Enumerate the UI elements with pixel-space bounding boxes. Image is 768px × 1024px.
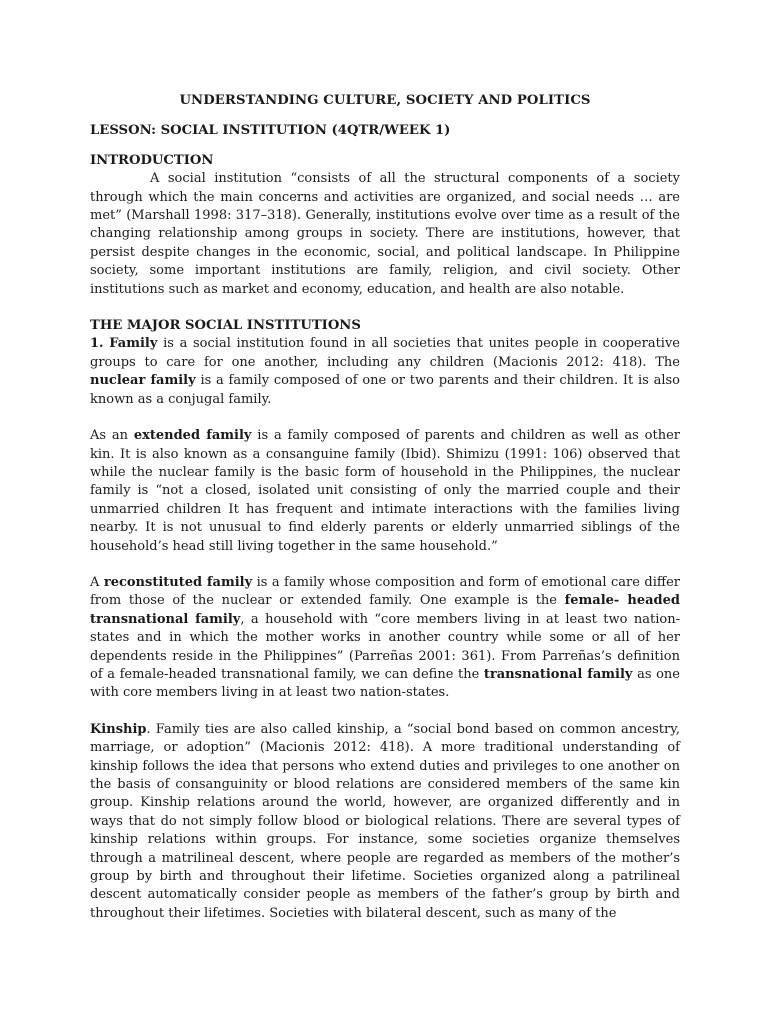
term-transnational-family: transnational family — [483, 666, 633, 682]
lesson-heading: LESSON: SOCIAL INSTITUTION (4QTR/WEEK 1) — [90, 123, 451, 139]
reconstituted-text-3: as one with core members living in at least two nation-states. — [90, 666, 680, 701]
reconstituted-text-1: is a family whose composition and form of emotional care differ from those of the nuclear or extended family. One example is the — [90, 574, 680, 609]
family-paragraph — [90, 335, 680, 409]
reconstituted-text-2: , a household with “core members living in at least two nation-states and in which the mother works in another country while some or all of her dependents reside in the Philippines” (Parreñas 2001: 361). From Parreñas’s definition of a female-headed transnational family, we can define the — [90, 611, 680, 682]
reconstituted-family-paragraph — [90, 574, 680, 703]
list-number: 1. — [90, 336, 104, 352]
extended-text-0: As an — [90, 428, 134, 444]
major-institutions-heading: THE MAJOR SOCIAL INSTITUTIONS — [90, 318, 361, 334]
term-nuclear-family: nuclear family — [90, 373, 196, 389]
kinship-paragraph — [90, 721, 680, 923]
document-title: UNDERSTANDING CULTURE, SOCIETY AND POLITICS — [179, 93, 591, 108]
term-reconstituted-family: reconstituted family — [103, 574, 253, 590]
document-page — [90, 92, 680, 923]
extended-family-paragraph — [90, 427, 680, 556]
reconstituted-text-0: A — [90, 574, 104, 590]
family-text-2: is a family composed of one or two parents and their children. It is also known as a conjugal family. — [90, 373, 680, 407]
term-female-headed: female- headed transnational family — [90, 593, 680, 627]
term-extended-family: extended family — [133, 428, 252, 444]
extended-text-1: is a family composed of parents and children as well as other kin. It is also known as a consanguine family (Ibid). Shimizu (1991: 106) observed that while the nuclear family is the basic form of household in the Philippines, the nuclear family is “not a closed, isolated unit consisting of only the married couple and their unmarried children It has frequent and intimate interactions with the families living nearby. It is not unusual to find elderly parents or elderly unmarried siblings of the household’s head still living together in the same household.” — [90, 428, 680, 554]
term-kinship: Kinship — [90, 721, 147, 737]
introduction-paragraph: A social institution “consists of all the structural components of a society through which the main concerns and activities are organized, and social needs … are met” (Marshall 1998: 317–318). Generally, institutions evolve over time as a result of the changing relationship among groups in society. There are institutions, however, that persist despite changes in the economic, social, and political landscape. In Philippine society, some important institutions are family, religion, and civil society. Other institutions such as market and economy, education, and health are also notable. — [90, 171, 680, 297]
term-family: Family — [109, 336, 158, 352]
introduction-heading: INTRODUCTION — [90, 152, 214, 168]
kinship-text-1: . Family ties are also called kinship, a “social bond based on common ancestry, marriage, or adoption” (Macionis 2012: 418). A more traditional understanding of kinship follows the idea that persons who extend duties and privileges to one another on the basis of consanguinity or blood relations are considered members of the same kin group. Kinship relations around the world, however, are organized differently and in ways that do not simply follow blood or biological relations. There are several types of kinship relations within groups. For instance, some societies organize themselves through a matrilineal descent, where people are regarded as members of the mother’s group by birth and throughout their lifetime. Societies organized along a patrilineal descent automatically consider people as members of the father’s group by birth and throughout their lifetimes. Societies with bilateral descent, such as many of the — [90, 721, 680, 921]
family-text-1: is a social institution found in all societies that unites people in cooperative groups to care for one another, including any children (Macionis 2012: 418). The — [90, 336, 680, 370]
